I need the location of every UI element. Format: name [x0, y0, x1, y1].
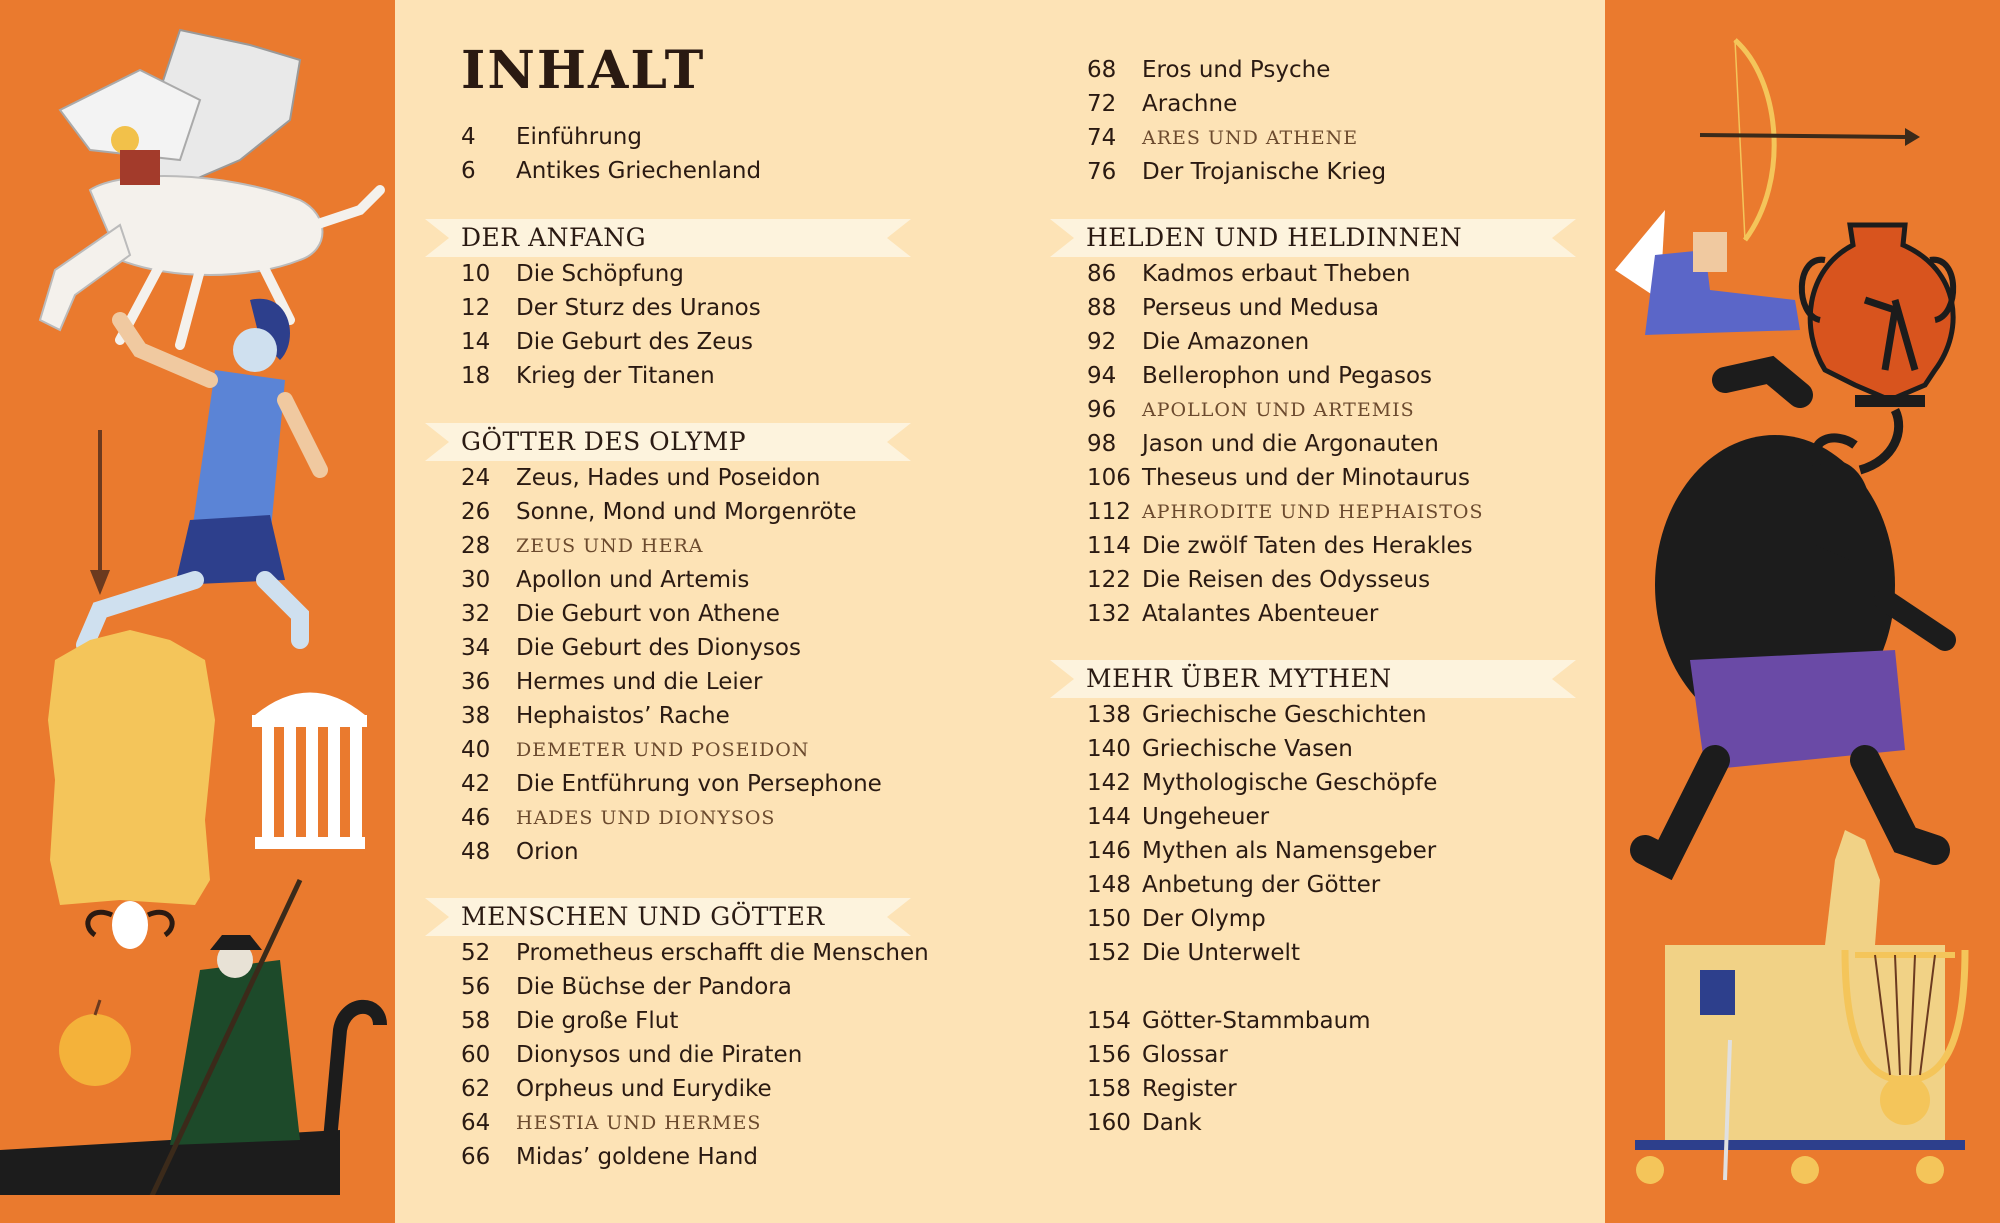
entry-title: Griechische Vasen — [1142, 736, 1353, 762]
entry-title: Dionysos und die Piraten — [516, 1042, 803, 1068]
page-number: 96 — [1087, 397, 1117, 423]
left-illustrations-icon — [0, 0, 395, 1223]
page-number: 12 — [461, 295, 491, 321]
page-number: 10 — [461, 261, 491, 287]
section-banner — [1050, 219, 1576, 257]
entry-title: Kadmos erbaut Theben — [1142, 261, 1411, 287]
page-number: 74 — [1087, 125, 1117, 151]
entry-title: ZEUS UND HERA — [516, 535, 704, 557]
pegasus-icon — [40, 30, 380, 345]
entry-title: Die Amazonen — [1142, 329, 1310, 355]
page-number: 144 — [1087, 804, 1131, 830]
entry-title: Ungeheuer — [1142, 804, 1270, 830]
page-number: 34 — [461, 635, 491, 661]
entry-title: Antikes Griechenland — [516, 158, 762, 184]
page-number: 140 — [1087, 736, 1131, 762]
entry-title: Orion — [516, 839, 579, 865]
warrior-icon — [85, 299, 320, 645]
page-number: 60 — [461, 1042, 491, 1068]
entry-title: Glossar — [1142, 1042, 1228, 1068]
apple-icon — [59, 1000, 131, 1086]
page-number: 154 — [1087, 1008, 1131, 1034]
page-number: 92 — [1087, 329, 1117, 355]
entry-title: Die Entführung von Persephone — [516, 771, 882, 797]
minotaur-icon — [1645, 370, 1945, 860]
entry-title: Die zwölf Taten des Herakles — [1142, 533, 1473, 559]
entry-title: Hephaistos’ Rache — [516, 703, 730, 729]
entry-title: HADES UND DIONYSOS — [516, 807, 776, 829]
entry-title: Anbetung der Götter — [1142, 872, 1381, 898]
page-number: 62 — [461, 1076, 491, 1102]
entry-title: Der Olymp — [1142, 906, 1266, 932]
page-number: 94 — [1087, 363, 1117, 389]
entry-title: Die Schöpfung — [516, 261, 684, 287]
entry-title: Die Geburt des Zeus — [516, 329, 754, 355]
page-number: 146 — [1087, 838, 1131, 864]
section-heading: GÖTTER DES OLYMP — [461, 427, 747, 456]
entry-title: Prometheus erschafft die Menschen — [516, 940, 929, 966]
winged-sandal-icon — [1615, 210, 1800, 335]
page-number: 66 — [461, 1144, 491, 1170]
entry-title: ARES UND ATHENE — [1142, 127, 1359, 149]
page-number: 152 — [1087, 940, 1131, 966]
entry-title: Atalantes Abenteuer — [1142, 601, 1379, 627]
section-banner — [425, 898, 911, 936]
fleece-icon — [48, 630, 215, 905]
page-number: 36 — [461, 669, 491, 695]
page-number: 148 — [1087, 872, 1131, 898]
section-heading: DER ANFANG — [461, 223, 647, 252]
page-number: 114 — [1087, 533, 1131, 559]
entry-title: Die große Flut — [516, 1008, 679, 1034]
entry-title: DEMETER UND POSEIDON — [516, 739, 810, 761]
entry-title: Der Sturz des Uranos — [516, 295, 761, 321]
ram-skull-icon — [88, 901, 172, 949]
page-number: 14 — [461, 329, 491, 355]
page-number: 138 — [1087, 702, 1131, 728]
entry-title: Der Trojanische Krieg — [1142, 159, 1387, 185]
entry-title: Die Reisen des Odysseus — [1142, 567, 1431, 593]
page-number: 68 — [1087, 57, 1117, 83]
entry-title: Die Büchse der Pandora — [516, 974, 792, 1000]
entry-title: Midas’ goldene Hand — [516, 1144, 758, 1170]
page-number: 132 — [1087, 601, 1131, 627]
temple-icon — [252, 693, 367, 850]
section-banner — [1050, 660, 1576, 698]
page-number: 122 — [1087, 567, 1131, 593]
entry-title: Sonne, Mond und Morgenröte — [516, 499, 857, 525]
entry-title: Eros und Psyche — [1142, 57, 1331, 83]
entry-title: APHRODITE UND HEPHAISTOS — [1142, 501, 1484, 523]
bow-arrow-icon — [1700, 40, 1920, 240]
page-number: 52 — [461, 940, 491, 966]
entry-title: APOLLON UND ARTEMIS — [1142, 399, 1415, 421]
page-number: 42 — [461, 771, 491, 797]
page-number: 112 — [1087, 499, 1131, 525]
page-number: 158 — [1087, 1076, 1131, 1102]
page-number: 86 — [1087, 261, 1117, 287]
entry-title: Die Unterwelt — [1142, 940, 1300, 966]
entry-title: Bellerophon und Pegasos — [1142, 363, 1433, 389]
page-number: 58 — [461, 1008, 491, 1034]
trojan-horse-icon — [1635, 830, 1965, 1184]
entry-title: Orpheus und Eurydike — [516, 1076, 772, 1102]
entry-title: Theseus und der Minotaurus — [1142, 465, 1470, 491]
section-heading: MEHR ÜBER MYTHEN — [1086, 664, 1392, 693]
entry-title: Einführung — [516, 124, 642, 150]
page-number: 18 — [461, 363, 491, 389]
page-number: 56 — [461, 974, 491, 1000]
entry-title: Die Geburt des Dionysos — [516, 635, 801, 661]
section-heading: MENSCHEN UND GÖTTER — [461, 902, 825, 931]
page-number: 26 — [461, 499, 491, 525]
page-number: 156 — [1087, 1042, 1131, 1068]
entry-title: Mythologische Geschöpfe — [1142, 770, 1438, 796]
entry-title: Arachne — [1142, 91, 1238, 117]
entry-title: Hermes und die Leier — [516, 669, 763, 695]
entry-title: Mythen als Namensgeber — [1142, 838, 1437, 864]
entry-title: Dank — [1142, 1110, 1202, 1136]
page-number: 46 — [461, 805, 491, 831]
vase-icon — [1802, 225, 1953, 407]
page-number: 6 — [461, 158, 476, 184]
left-illustration-panel — [0, 0, 395, 1223]
section-banner — [425, 219, 911, 257]
page-number: 40 — [461, 737, 491, 763]
page-number: 4 — [461, 124, 476, 150]
page-number: 150 — [1087, 906, 1131, 932]
entry-title: Götter-Stammbaum — [1142, 1008, 1371, 1034]
page-number: 38 — [461, 703, 491, 729]
entry-title: Die Geburt von Athene — [516, 601, 780, 627]
ferryman-icon — [0, 880, 380, 1200]
entry-title: HESTIA UND HERMES — [516, 1112, 762, 1134]
page-number: 160 — [1087, 1110, 1131, 1136]
right-illustrations-icon — [1605, 0, 2000, 1223]
page-number: 64 — [461, 1110, 491, 1136]
page-number: 142 — [1087, 770, 1131, 796]
page-number: 28 — [461, 533, 491, 559]
page-number: 48 — [461, 839, 491, 865]
right-illustration-panel — [1605, 0, 2000, 1223]
section-banner — [425, 423, 911, 461]
page-number: 106 — [1087, 465, 1131, 491]
entry-title: Zeus, Hades und Poseidon — [516, 465, 821, 491]
entry-title: Register — [1142, 1076, 1237, 1102]
entry-title: Jason und die Argonauten — [1142, 431, 1439, 457]
page-number: 76 — [1087, 159, 1117, 185]
page-number: 32 — [461, 601, 491, 627]
section-heading: HELDEN UND HELDINNEN — [1086, 223, 1463, 252]
entry-title: Krieg der Titanen — [516, 363, 715, 389]
entry-title: Griechische Geschichten — [1142, 702, 1427, 728]
page-number: 30 — [461, 567, 491, 593]
page-number: 72 — [1087, 91, 1117, 117]
entry-title: Perseus und Medusa — [1142, 295, 1379, 321]
toc-title: INHALT — [461, 40, 706, 101]
page-number: 24 — [461, 465, 491, 491]
page-number: 98 — [1087, 431, 1117, 457]
entry-title: Apollon und Artemis — [516, 567, 750, 593]
page-number: 88 — [1087, 295, 1117, 321]
